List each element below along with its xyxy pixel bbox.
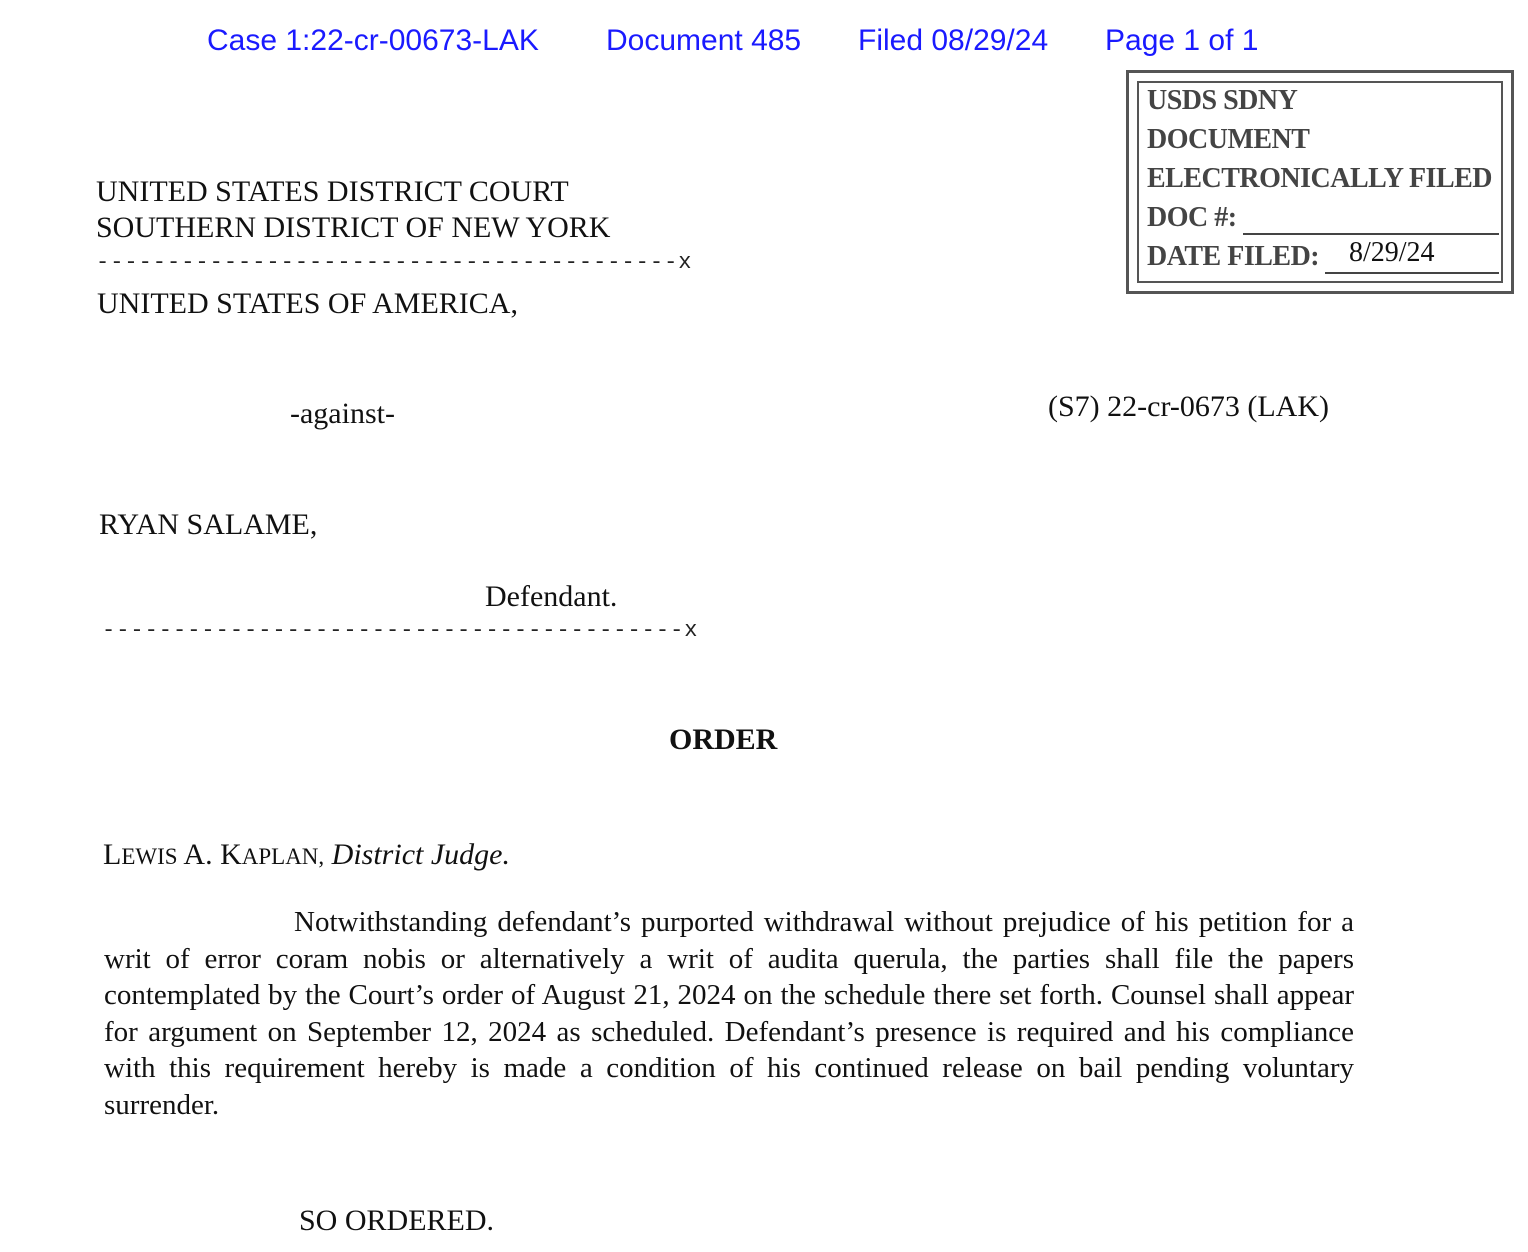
stamp-date-blank xyxy=(1325,272,1499,274)
page-count-header: Page 1 of 1 xyxy=(1105,24,1259,57)
caption-separator-bottom: -----------------------------------------x xyxy=(102,618,699,643)
stamp-doc-blank xyxy=(1243,233,1499,235)
stamp-inner-border xyxy=(1137,81,1503,283)
defendant-label: Defendant. xyxy=(485,580,618,613)
against-label: -against- xyxy=(290,397,395,430)
case-number: (S7) 22-cr-0673 (LAK) xyxy=(1048,390,1329,423)
case-number-header: Case 1:22-cr-00673-LAK xyxy=(207,24,539,57)
stamp-line-efiled: ELECTRONICALLY FILED xyxy=(1147,163,1493,194)
order-title: ORDER xyxy=(669,723,778,756)
judge-line xyxy=(103,838,510,872)
stamp-date-value: 8/29/24 xyxy=(1349,237,1435,268)
judge-middle-initial: A. xyxy=(183,838,213,871)
court-name: UNITED STATES DISTRICT COURT xyxy=(96,175,569,208)
stamp-doc-label: DOC #: xyxy=(1147,202,1237,233)
document-number-header: Document 485 xyxy=(606,24,802,57)
judge-title: District Judge. xyxy=(331,838,510,871)
stamp-line-document: DOCUMENT xyxy=(1147,124,1310,155)
judge-last-rest: APLAN, xyxy=(241,844,325,869)
court-district: SOUTHERN DISTRICT OF NEW YORK xyxy=(96,211,611,244)
defendant-name: RYAN SALAME, xyxy=(99,508,318,541)
stamp-date-label: DATE FILED: xyxy=(1147,241,1320,272)
judge-first-initial: L xyxy=(103,838,122,871)
plaintiff-name: UNITED STATES OF AMERICA, xyxy=(97,287,518,320)
filed-date-header: Filed 08/29/24 xyxy=(858,24,1049,57)
stamp-line-court: USDS SDNY xyxy=(1147,85,1298,116)
judge-first-rest: EWIS xyxy=(121,844,178,869)
caption-separator-top: -----------------------------------------x xyxy=(96,250,693,275)
so-ordered: SO ORDERED. xyxy=(299,1204,495,1237)
judge-last-initial: K xyxy=(220,838,242,871)
order-body: Notwithstanding defendant’s purported withdrawal without prejudice of his petition for a writ of error coram nobis or alternatively a writ of audita querula, the parties shall file the papers contemplated by the Court’s order of August 21, 2024 on the schedule there set forth. Counsel shall appear for argument on September 12, 2024 as scheduled. Defendant’s presence is required and his compliance with this requirement hereby is made a condition of his continued release on bail pending voluntary surrender. xyxy=(104,906,1354,1121)
filing-stamp xyxy=(1126,70,1514,294)
